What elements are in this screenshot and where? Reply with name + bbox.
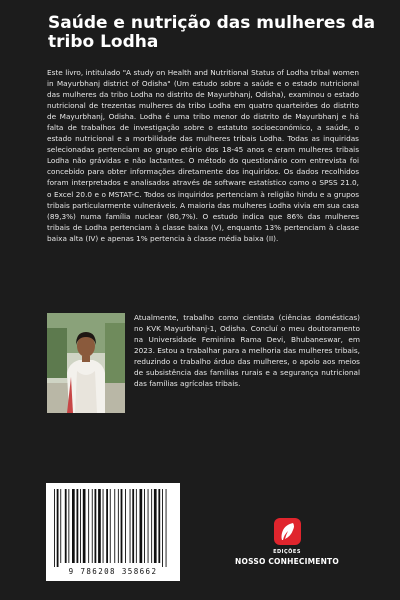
publisher-name: NOSSO CONHECIMENTO xyxy=(235,557,339,566)
book-title: Saúde e nutrição das mulheres da tribo Lodha xyxy=(48,13,376,52)
quill-feather-icon xyxy=(274,518,301,545)
isbn-barcode xyxy=(46,483,180,581)
author-bio: Atualmente, trabalho como cientista (ciências domésticas) no KVK Mayurbhanj-1, Odisha. Concluí o meu doutoramento na Universidade Feminina Rama Devi, Bhubaneswar, em 2023. Estou a trabalhar para a melhoria das mulheres tribais, reduzindo o trabalho árduo das mulheres, o apoio aos meios de subsistência das famílias rurais e a segurança nutricional das famílias agrícolas tribais. xyxy=(134,313,360,389)
publisher-edition-label: EDIÇÕES xyxy=(273,549,301,555)
barcode-bars xyxy=(46,483,180,567)
publisher-logo-block xyxy=(232,518,342,574)
isbn-digits: 9 786208 358662 xyxy=(68,567,158,576)
book-description: Este livro, intitulado "A study on Health and Nutritional Status of Lodha tribal women in Mayurbhanj district of Odisha" (Um estudo sobre a saúde e o estado nutricional das mulheres da tribo Lodha no distrito de Mayurbhanj, Odisha), examinou o estado nutricional de trezentas mulheres da tribo Lodha em quatro quarteirões do distrito de Mayurbhanj, Odisha. Lodha é uma tribo menor do distrito de Mayurbhanj e há falta de trabalhos de investigação sobre o estatuto socioeconómico, a saúde, o estado nutricional e a morbilidade das mulheres tribais Lodha. Todas as inquiridas selecionadas pertenciam ao grupo etário dos 18-45 anos e eram mulheres tribais Lodha não grávidas e não lactantes. O método do questionário com entrevista foi concebido para obter informações diretamente dos inquiridos. Os dados recolhidos foram interpretados e analisados através de software estatístico como o SPSS 21.0, o Excel 20.0 e o MSTAT-C. Todos os inquiridos pertenciam à religião hindu e a grupos tribais particularmente vulneráveis. A maioria das mulheres Lodha vivia em sua casa (89,3%) numa família nuclear (80,7%). O estudo indica que 86% das mulheres tribais de Lodha pertenciam à classe baixa (V), enquanto 13% pertenciam à classe baixa alta (IV) e apenas 1% pertencia à classe média baixa (II). xyxy=(47,68,359,243)
author-photo xyxy=(47,313,125,413)
author-portrait-image xyxy=(47,313,125,413)
